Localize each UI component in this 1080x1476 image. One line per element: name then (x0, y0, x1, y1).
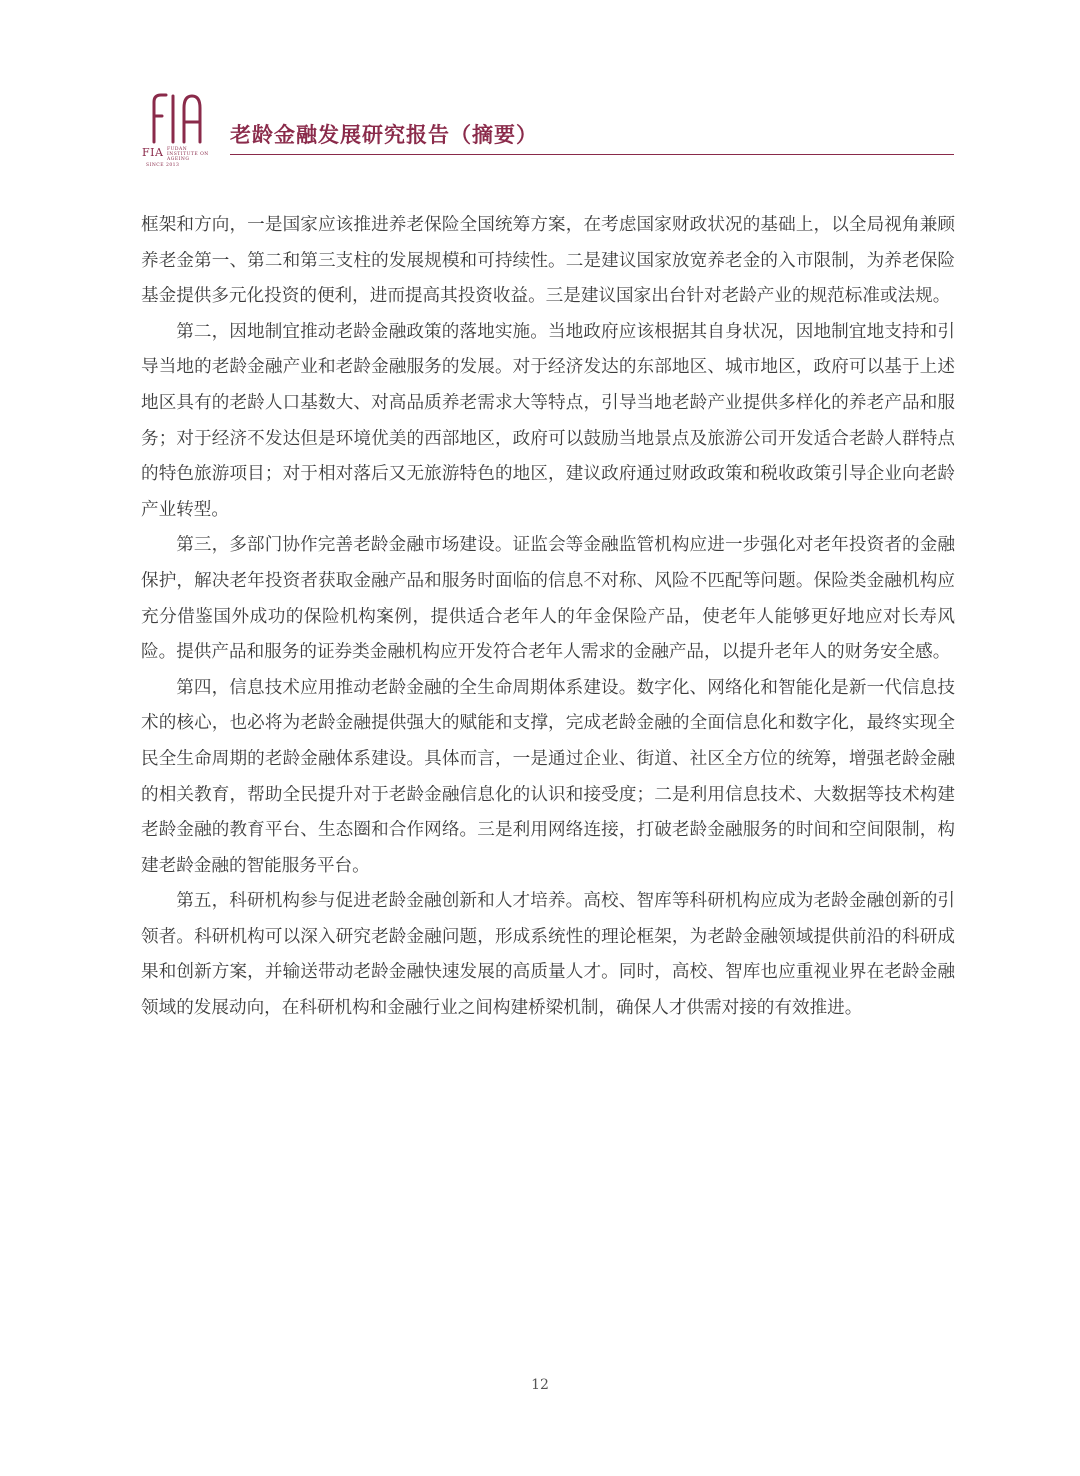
paragraph-continuation: 框架和方向，一是国家应该推进养老保险全国统筹方案，在考虑国家财政状况的基础上，以全局视角兼顾养老金第一、第二和第三支柱的发展规模和可持续性。二是建议国家放宽养老金的入市限制，为养老保险基金提供多元化投资的便利，进而提高其投资收益。三是建议国家出台针对老龄产业的规范标准或法规。 (141, 215, 955, 307)
paragraph-third: 第三，多部门协作完善老龄金融市场建设。证监会等金融监管机构应进一步强化对老年投资者的金融保护，解决老年投资者获取金融产品和服务时面临的信息不对称、风险不匹配等问题。保险类金融机构应充分借鉴国外成功的保险机构案例，提供适合老年人的年金保险产品，使老年人能够更好地应对长寿风险。提供产品和服务的证券类金融机构应开发符合老年人需求的金融产品，以提升老年人的财务安全感。 (141, 535, 955, 663)
page-header (140, 88, 954, 178)
report-title: 老龄金融发展研究报告（摘要） (230, 122, 538, 147)
fia-monogram-icon (140, 90, 214, 146)
page-number: 12 (531, 1377, 549, 1393)
logo-institute-name: FUDAN INSTITUTE ON AGEING (167, 147, 209, 162)
logo-abbr: FIA (142, 146, 164, 159)
fia-logo (140, 90, 214, 170)
body-text (141, 208, 955, 1027)
paragraph-fifth: 第五，科研机构参与促进老龄金融创新和人才培养。高校、智库等科研机构应成为老龄金融创新的引领者。科研机构可以深入研究老龄金融问题，形成系统性的理论框架，为老龄金融领域提供前沿的科研成果和创新方案，并输送带动老龄金融快速发展的高质量人才。同时，高校、智库也应重视业界在老龄金融领域的发展动向，在科研机构和金融行业之间构建桥梁机制，确保人才供需对接的有效推进。 (141, 891, 955, 1019)
paragraph-fourth: 第四，信息技术应用推动老龄金融的全生命周期体系建设。数字化、网络化和智能化是新一代信息技术的核心，也必将为老龄金融提供强大的赋能和支撑，完成老龄金融的全面信息化和数字化，最终实现全民全生命周期的老龄金融体系建设。具体而言，一是通过企业、街道、社区全方位的统筹，增强老龄金融的相关教育，帮助全民提升对于老龄金融信息化的认识和接受度；二是利用信息技术、大数据等技术构建老龄金融的教育平台、生态圈和合作网络。三是利用网络连接，打破老龄金融服务的时间和空间限制，构建老龄金融的智能服务平台。 (141, 677, 955, 876)
header-divider (230, 154, 954, 155)
paragraph-second: 第二，因地制宜推动老龄金融政策的落地实施。当地政府应该根据其自身状况，因地制宜地支持和引导当地的老龄金融产业和老龄金融服务的发展。对于经济发达的东部地区、城市地区，政府可以基于上述地区具有的老龄人口基数大、对高品质养老需求大等特点，引导当地老龄产业提供多样化的养老产品和服务；对于经济不发达但是环境优美的西部地区，政府可以鼓励当地景点及旅游公司开发适合老龄人群特点的特色旅游项目；对于相对落后又无旅游特色的地区，建议政府通过财政政策和税收政策引导企业向老龄产业转型。 (141, 321, 955, 520)
logo-since: SINCE 2013 (146, 163, 180, 168)
